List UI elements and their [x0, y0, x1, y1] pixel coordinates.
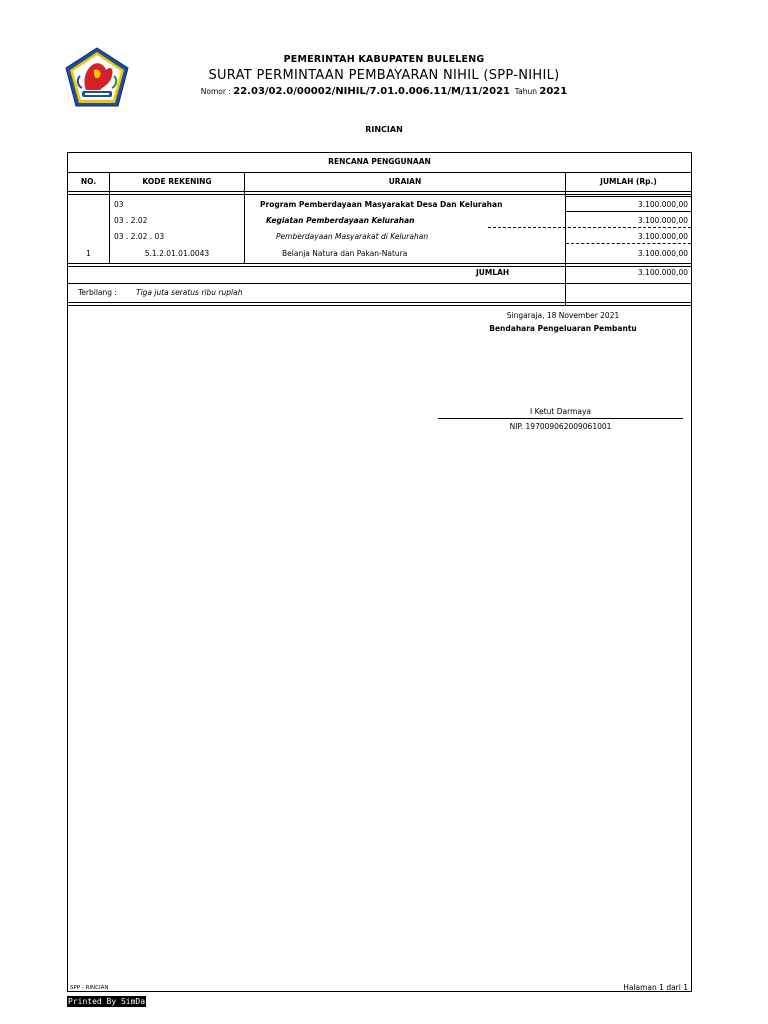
column-header-uraian: URAIAN [388, 177, 422, 186]
table-caption: RENCANA PENGGUNAAN [328, 157, 431, 166]
table-row-2-kode: 03 . 2.02 [114, 216, 148, 225]
table-row-3-jumlah: 3.100.000,00 [637, 232, 688, 241]
total-value: 3.100.000,00 [637, 268, 688, 277]
signature-name: I Ketut Darmaya [529, 407, 592, 416]
table-row-2-uraian: Kegiatan Pemberdayaan Kelurahan [266, 216, 415, 225]
footer-doc-code: SPP - RINCIAN [70, 985, 109, 991]
printed-by-stamp: Printed By SimDa [68, 997, 146, 1006]
document-number-line [0, 86, 768, 97]
table-row-1-kode: 03 [114, 200, 124, 209]
document-frame [67, 152, 692, 992]
tahun-label: Tahun [514, 87, 537, 96]
total-label: JUMLAH [476, 268, 510, 277]
column-header-no: NO. [80, 177, 97, 186]
table-row-4-uraian: Belanja Natura dan Pakan-Natura [282, 249, 408, 258]
nomor-value: 22.03/02.0/00002/NIHIL/7.01.0.006.11/M/11/2021 [233, 86, 510, 97]
table-row-3-uraian: Pemberdayaan Masyarakat di Kelurahan [276, 232, 429, 241]
table-row-4-no: 1 [86, 249, 91, 258]
tahun-value: 2021 [539, 86, 568, 97]
section-title: RINCIAN [365, 125, 403, 134]
terbilang-label: Terbilang : [78, 288, 117, 297]
table-row-4-jumlah: 3.100.000,00 [637, 249, 688, 258]
table-row-2-jumlah: 3.100.000,00 [637, 216, 688, 225]
table-row-1-uraian: Program Pemberdayaan Masyarakat Desa Dan Kelurahan [260, 200, 503, 209]
column-header-kode: KODE REKENING [142, 177, 212, 186]
document-title: SURAT PERMINTAAN PEMBAYARAN NIHIL (SPP-NIHIL) [208, 68, 560, 83]
table-row-4-kode: 5.1.2.01.01.0043 [144, 249, 210, 258]
signature-place-date: Singaraja, 18 November 2021 [506, 311, 620, 320]
signature-line [438, 418, 683, 419]
table-row-1-jumlah: 3.100.000,00 [637, 200, 688, 209]
signature-nip: NIP. 197009062009061001 [509, 422, 612, 431]
terbilang-value: Tiga juta seratus ribu rupiah [136, 288, 243, 297]
footer-page-number: Halaman 1 dari 1 [623, 983, 688, 992]
table-row-3-kode: 03 . 2.02 . 03 [114, 232, 165, 241]
government-name: PEMERINTAH KABUPATEN BULELENG [283, 54, 485, 65]
signature-position: Bendahara Pengeluaran Pembantu [489, 324, 637, 333]
nomor-label: Nomor : [200, 87, 231, 96]
column-header-jumlah: JUMLAH (Rp.) [600, 177, 657, 186]
